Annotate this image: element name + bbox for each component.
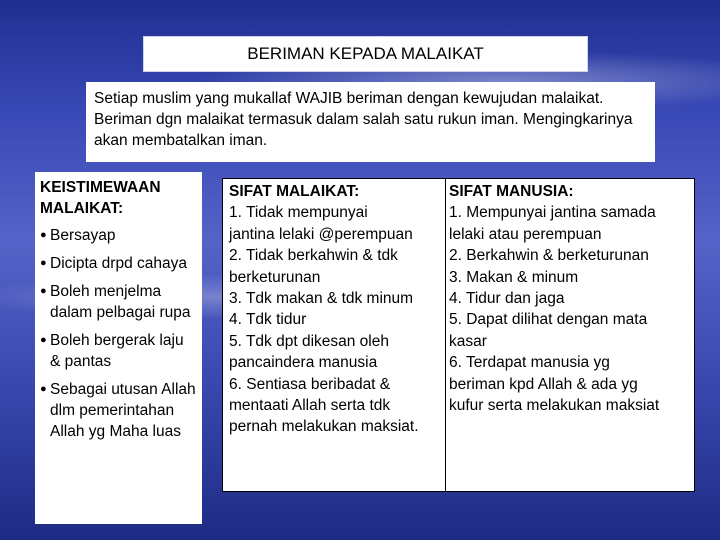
bullet-icon: ● xyxy=(40,229,47,241)
manusia-line: kufur serta melakukan maksiat xyxy=(449,397,660,415)
malaikat-column xyxy=(223,179,446,491)
features-heading: KEISTIMEWAAN MALAIKAT: xyxy=(40,179,161,217)
comparison-table xyxy=(222,178,695,492)
bullet-icon: ● xyxy=(40,285,47,297)
manusia-line: beriman kpd Allah & ada yg xyxy=(449,375,638,393)
bullet-icon: ● xyxy=(40,257,47,269)
intro-paragraph xyxy=(86,82,655,162)
manusia-line: lelaki atau perempuan xyxy=(449,225,602,243)
manusia-line: 2. Berkahwin & berketurunan xyxy=(449,247,649,265)
malaikat-line: jantina lelaki @perempuan xyxy=(229,225,413,243)
manusia-heading: SIFAT MANUSIA: xyxy=(449,183,574,200)
manusia-line: 5. Dapat dilihat dengan mata xyxy=(449,311,648,329)
features-panel xyxy=(35,172,202,524)
feature-item xyxy=(40,253,197,274)
slide-title-text: BERIMAN KEPADA MALAIKAT xyxy=(247,44,484,63)
malaikat-line: pancaindera manusia xyxy=(229,354,378,372)
manusia-line: 6. Terdapat manusia yg xyxy=(449,354,610,372)
bullet-icon: ● xyxy=(40,334,47,346)
malaikat-line: 1. Tidak mempunyai xyxy=(229,204,368,222)
slide-title xyxy=(143,36,588,72)
malaikat-line: 4. Tdk tidur xyxy=(229,311,307,329)
feature-item xyxy=(40,281,197,323)
feature-text: Sebagai utusan Allah dlm pemerintahan Allah yg Maha luas xyxy=(50,381,196,440)
feature-text: Boleh bergerak laju & pantas xyxy=(50,332,184,370)
malaikat-heading: SIFAT MALAIKAT: xyxy=(229,183,360,200)
manusia-line: 4. Tidur dan jaga xyxy=(449,290,565,308)
feature-item xyxy=(40,225,197,246)
manusia-line: 1. Mempunyai jantina samada xyxy=(449,204,656,222)
malaikat-line: 5. Tdk dpt dikesan oleh xyxy=(229,332,389,350)
manusia-column xyxy=(446,179,694,491)
malaikat-line: 6. Sentiasa beribadat & xyxy=(229,375,391,393)
feature-text: Dicipta drpd cahaya xyxy=(50,255,187,272)
malaikat-line: berketurunan xyxy=(229,268,321,286)
feature-item xyxy=(40,379,197,442)
intro-text: Setiap muslim yang mukallaf WAJIB beriman dengan kewujudan malaikat. Beriman dgn malaikat termasuk dalam salah satu rukun iman. Mengingkarinya akan membatalkan iman. xyxy=(94,90,633,149)
malaikat-line: pernah melakukan maksiat. xyxy=(229,418,419,436)
malaikat-line: mentaati Allah serta tdk xyxy=(229,397,391,415)
feature-item xyxy=(40,330,197,372)
manusia-line: 3. Makan & minum xyxy=(449,268,579,286)
manusia-line: kasar xyxy=(449,332,487,350)
malaikat-line: 3. Tdk makan & tdk minum xyxy=(229,290,414,308)
bullet-icon: ● xyxy=(40,383,47,395)
feature-text: Boleh menjelma dalam pelbagai rupa xyxy=(50,283,191,321)
feature-text: Bersayap xyxy=(50,227,116,244)
malaikat-line: 2. Tidak berkahwin & tdk xyxy=(229,247,398,265)
